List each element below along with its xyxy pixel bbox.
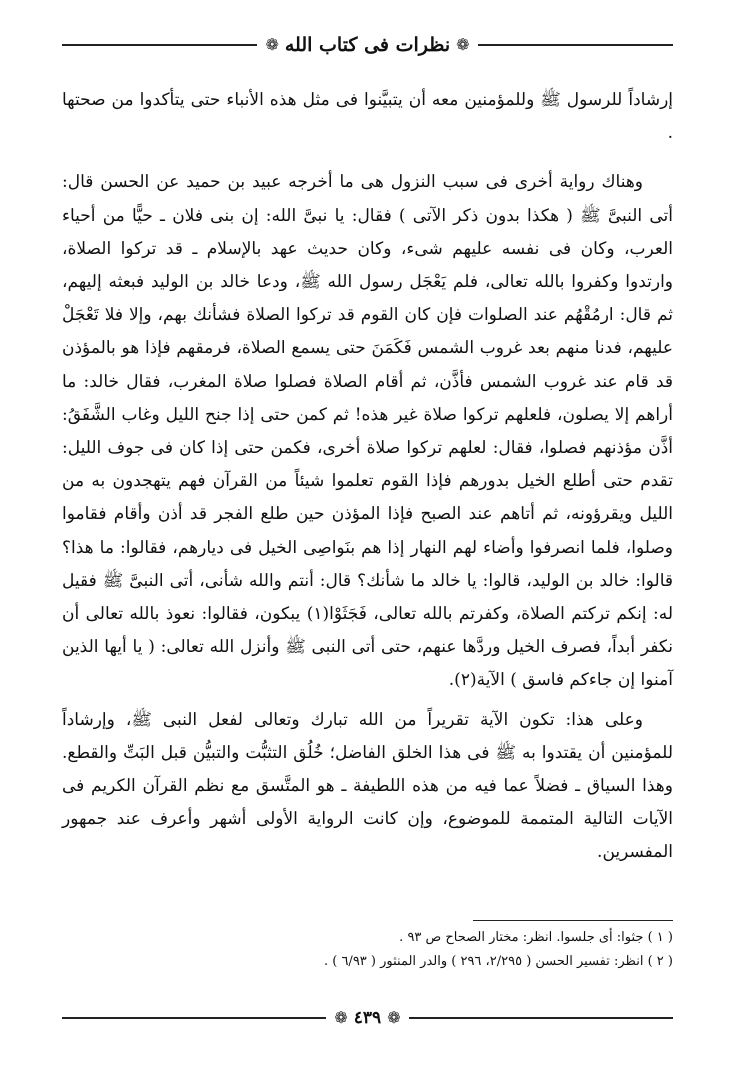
footnote-separator — [473, 920, 673, 921]
page-number-group — [326, 1008, 408, 1028]
paragraph-continuation: إرشاداً للرسول ﷺ وللمؤمنين معه أن يتبيَّنوا فى مثل هذه الأنباء حتى يتأكدوا من صحتها . — [62, 90, 673, 144]
flower-ornament-icon: ❁ — [456, 35, 470, 54]
page-footer — [62, 1003, 673, 1033]
footer-rule-left — [62, 1017, 326, 1019]
footnotes — [62, 926, 673, 974]
header-rule-left — [62, 44, 257, 46]
paragraph-narration: وهناك رواية أخرى فى سبب النزول هى ما أخرجه عبيد بن حميد عن الحسن قال: أتى النبىَّ ﷺ ( هكذا بدون ذكر الآتى ) فقال: يا نبىَّ الله: إن بنى فلان ـ حيًّا من أحياء العرب، وكان فى نفسه عليهم شىء، وكان حديث عهد بالإسلام ـ قد تركوا الصلاة، وارتدوا وكفروا بالله تعالى، فلم يَعْجَل رسول الله ﷺ، ودعا خالد بن الوليد فبعثه إليهم، ثم قال: ارمُقْهُم عند الصلوات فإن كان القوم قد تركوا الصلاة فشأنك بهم، وإلا فلا تَعْجَلْ عليهم، فدنا منهم بعد غروب الشمس فَكَمَنَ حتى يسمع الصلاة، فرمقهم فإذا هو بالمؤذن قد قام عند غروب الشمس فأذَّن، ثم أقام الصلاة فصلوا صلاة المغرب، فقال خالد: ما أراهم إلا يصلون، فلعلهم تركوا صلاة غير هذه! ثم كمن حتى إذا جنح الليل وغاب الشَّفَقُ: أذَّن مؤذنهم فصلوا، فقال: لعلهم تركوا صلاة أخرى، فكمن حتى إذا كان فى جوف الليل: تقدم حتى أطلع الخيل بدورهم فإذا القوم تعلموا شيئاً من القرآن فهم يتهجدون به من الليل ويقرؤونه، ثم أتاهم عند الصبح فإذا المؤذن حين طلع الفجر قد أذن وأقام فقاموا وصلوا، فلما انصرفوا وأضاء لهم النهار إذا هم بنَواصِى الخيل فى ديارهم، فقالوا: ما هذا؟ قالوا: خالد بن الوليد، قالوا: يا خالد ما شأنك؟ قال: أنتم والله شأنى، أتى النبىَّ ﷺ فقيل له: إنكم تركتم الصلاة، وكفرتم بالله تعالى، فَجَثَوْا(١) يبكون، فقالوا: نعوذ بالله تعالى أن نكفر أبداً، فصرف الخيل وردَّها عنهم، حتى أتى النبى ﷺ وأنزل الله تعالى: ( يا أيها الذين آمنوا إن جاءكم فاسق ) الآية(٢). — [62, 172, 673, 691]
flower-ornament-icon: ❁ — [387, 1008, 401, 1027]
paragraph-conclusion: وعلى هذا: تكون الآية تقريراً من الله تبارك وتعالى لفعل النبى ﷺ، وإرشاداً للمؤمنين أن يقتدوا به ﷺ فى هذا الخلق الفاضل؛ خُلُق التثبُّت والتبيُّن قبل البَتِّ والقطع. وهذا السياق ـ فضلاً عما فيه من هذه اللطيفة ـ هو المتَّسق مع نظم القرآن الكريم فى الآيات التالية المتممة للموضوع، وإن كانت الرواية الأولى أشهر وأعرف عند جمهور المفسرين. — [62, 709, 673, 863]
flower-ornament-icon: ❁ — [334, 1008, 348, 1027]
flower-ornament-icon: ❁ — [265, 35, 279, 54]
running-head-title: نظرات فى كتاب الله — [284, 34, 451, 56]
footnote-2: ( ٢ ) انظر: تفسير الحسن ( ٢/٢٩٥، ٢٩٦ ) والدر المنثور ( ٦/٩٣ ) . — [323, 954, 673, 969]
header-title-group — [257, 34, 477, 56]
footer-rule-right — [409, 1017, 673, 1019]
footnote-1: ( ١ ) جثوا: أى جلسوا. انظر: مختار الصحاح ص ٩٣ . — [399, 930, 673, 945]
page-number: ٤٣٩ — [353, 1008, 382, 1028]
header-rule-right — [478, 44, 673, 46]
page-header — [62, 30, 673, 60]
main-text — [62, 84, 673, 870]
